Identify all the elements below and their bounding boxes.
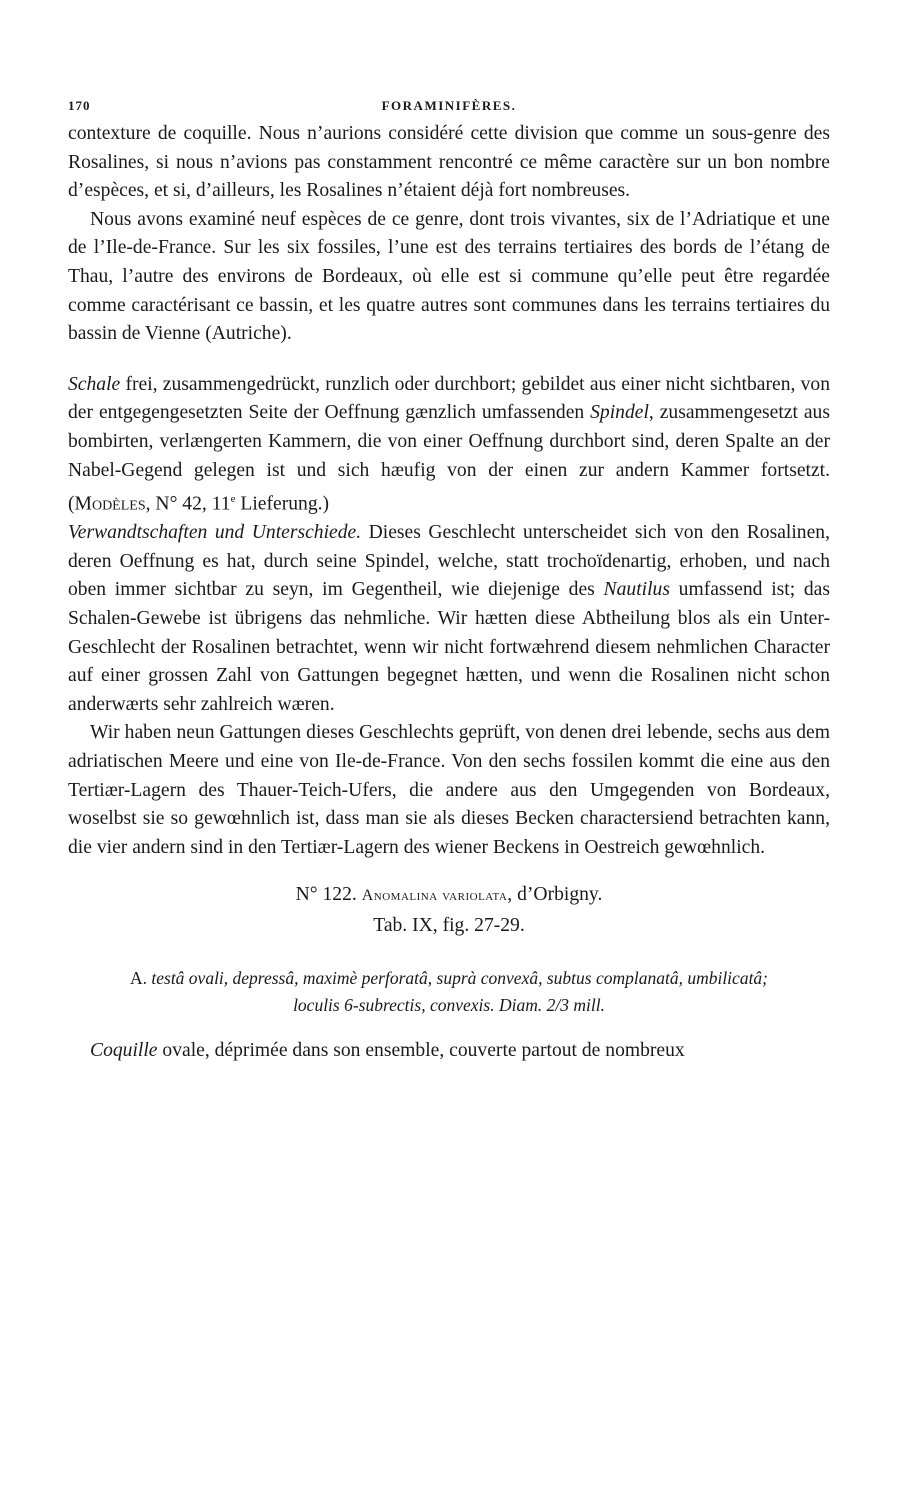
- running-title: FORAMINIFÈRES.: [381, 98, 517, 113]
- species-name: Anomalina variolata: [361, 887, 508, 905]
- term-schale: Schale: [68, 373, 121, 395]
- page-number: 170: [68, 98, 91, 113]
- section-gap: [68, 941, 830, 965]
- french-paragraph-2: Nous avons examiné neuf espèces de ce genre, dont trois vivantes, six de l’Adriatique et une de l’Ile-de-France. Sur les six fossiles, l’une est des terrains tertiaires des bords de l’étang de Thau, l’autre des environs de Bordeaux, où elle est si commune qu’elle peut être regardée comme caractérisant ce bassin, et les quatre autres sont communes dans les terrains tertiaires du bassin de Vienne (Autriche).: [68, 208, 830, 345]
- term-spindel: Spindel: [590, 402, 649, 424]
- term-modeles: Modèles: [74, 493, 146, 515]
- section-gap: [68, 862, 830, 880]
- french-paragraph-1: contexture de coquille. Nous n’aurions considéré cette division que comme un sous-genre des Rosalines, si nous n’avions pas constamment rencontré ce même caractère sur un bon nombre d’espèces, et si, d’ailleurs, les Rosalines n’étaient déjà fort nombreuses.: [68, 123, 830, 202]
- description-paragraph: Coquille ovale, déprimée dans son ensemble, couverte partout de nombreux: [90, 1040, 685, 1062]
- section-gap: [68, 349, 830, 371]
- german-paragraph-2: Verwandtschaften und Unterschiede. Dieses Geschlecht unterscheidet sich von den Rosalinen, deren Oeffnung es hat, durch seine Spindel, welche, statt trochoïdenartig, erhoben, und nach oben immer sichtbar zu seyn, im Gegentheil, wie diejenige des Nautilus umfassend ist; das Schalen-Gewebe ist übrigens das nehmliche. Wir hætten diese Abtheilung blos als ein Unter-Geschlecht der Rosalinen betrachtet, wenn wir nicht fortwæhrend diesem nehmlichen Character auf einer grossen Zahl von Gattungen begegnet hætten, und wenn die Rosalinen nicht schon anderwærts sehr zahlreich wæren.: [68, 522, 830, 715]
- section-title-verwandtschaften: Verwandtschaften und Unterschiede.: [68, 522, 362, 544]
- section-gap: [68, 1019, 830, 1037]
- diagnosis-line-1: A. testâ ovali, depressâ, maximè perforatâ, suprà convexâ, subtus complanatâ, umbilicatâ;: [129, 968, 769, 989]
- diagnosis-line-2: loculis 6-subrectis, convexis. Diam. 2/3 mill.: [293, 995, 605, 1016]
- german-paragraph-1: Schale frei, zusammengedrückt, runzlich oder durchbort; gebildet aus einer nicht sichtbaren, von der entgegengesetzten Seite der Oeffnung gænzlich umfassenden Spindel, zusammengesetzt aus bombirten, verlængerten Kammern, die von einer Oeffnung durchbort sind, deren Spalte an der Nabel-Gegend gelegen ist und sich hæufig von der einen zur andern Kammer fortsetzt. (Modèles, N° 42, 11e Lieferung.): [68, 373, 830, 515]
- species-heading: [68, 880, 830, 911]
- running-header: [68, 98, 830, 120]
- plate-reference: Tab. IX, fig. 27-29.: [373, 915, 525, 937]
- species-author: , d’Orbigny.: [507, 884, 603, 906]
- german-paragraph-3: Wir haben neun Gattungen dieses Geschlechts geprüft, von denen drei lebende, sechs aus dem adriatischen Meere und eine von Ile-de-France. Von den sechs fossilen kommt die eine aus den Tertiær-Lagern des Thauer-Teich-Ufers, die andere aus den Umgegenden von Bordeaux, woselbst sie so gewœhnlich ist, dass man sie als dieses Becken charactersiend betrachten kann, die vier andern sind in den Tertiær-Lagern des wiener Beckens in Oestreich gewœhnlich.: [68, 722, 830, 858]
- species-number: N° 122.: [295, 884, 357, 906]
- page-content: [68, 98, 830, 1066]
- term-nautilus: Nautilus: [603, 579, 670, 601]
- latin-diagnosis: [68, 965, 830, 1019]
